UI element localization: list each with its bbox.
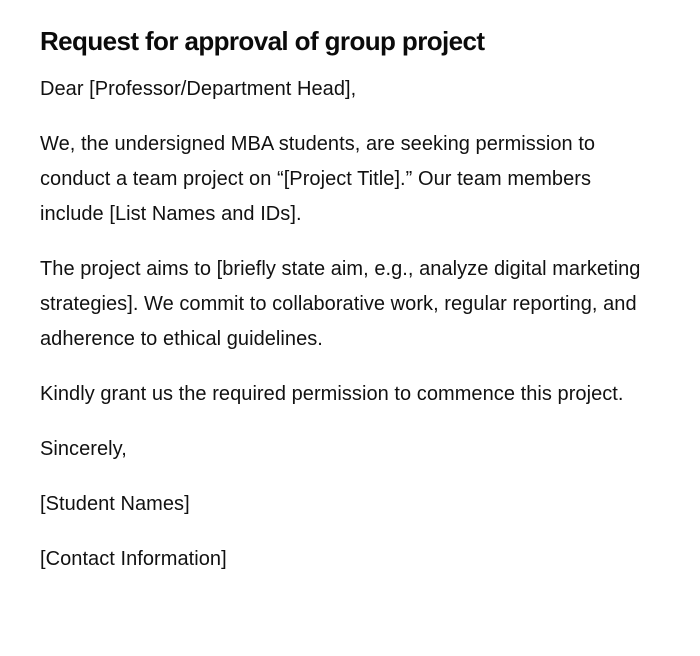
body-paragraph-1: We, the undersigned MBA students, are seeking permission to conduct a team project on “[Project Title].” Our team members include [List Names and IDs]. xyxy=(40,133,596,225)
document-title: Request for approval of group project xyxy=(40,26,485,56)
closing: Sincerely, xyxy=(40,438,127,460)
signature-names: [Student Names] xyxy=(40,493,190,515)
salutation: Dear [Professor/Department Head], xyxy=(40,78,357,100)
body-paragraph-3: Kindly grant us the required permission to commence this project. xyxy=(40,383,624,405)
signature-contact: [Contact Information] xyxy=(40,548,227,570)
body-paragraph-2: The project aims to [briefly state aim, e.g., analyze digital marketing strategies]. We commit to collaborative work, regular reporting, and adherence to ethical guidelines. xyxy=(40,258,641,350)
